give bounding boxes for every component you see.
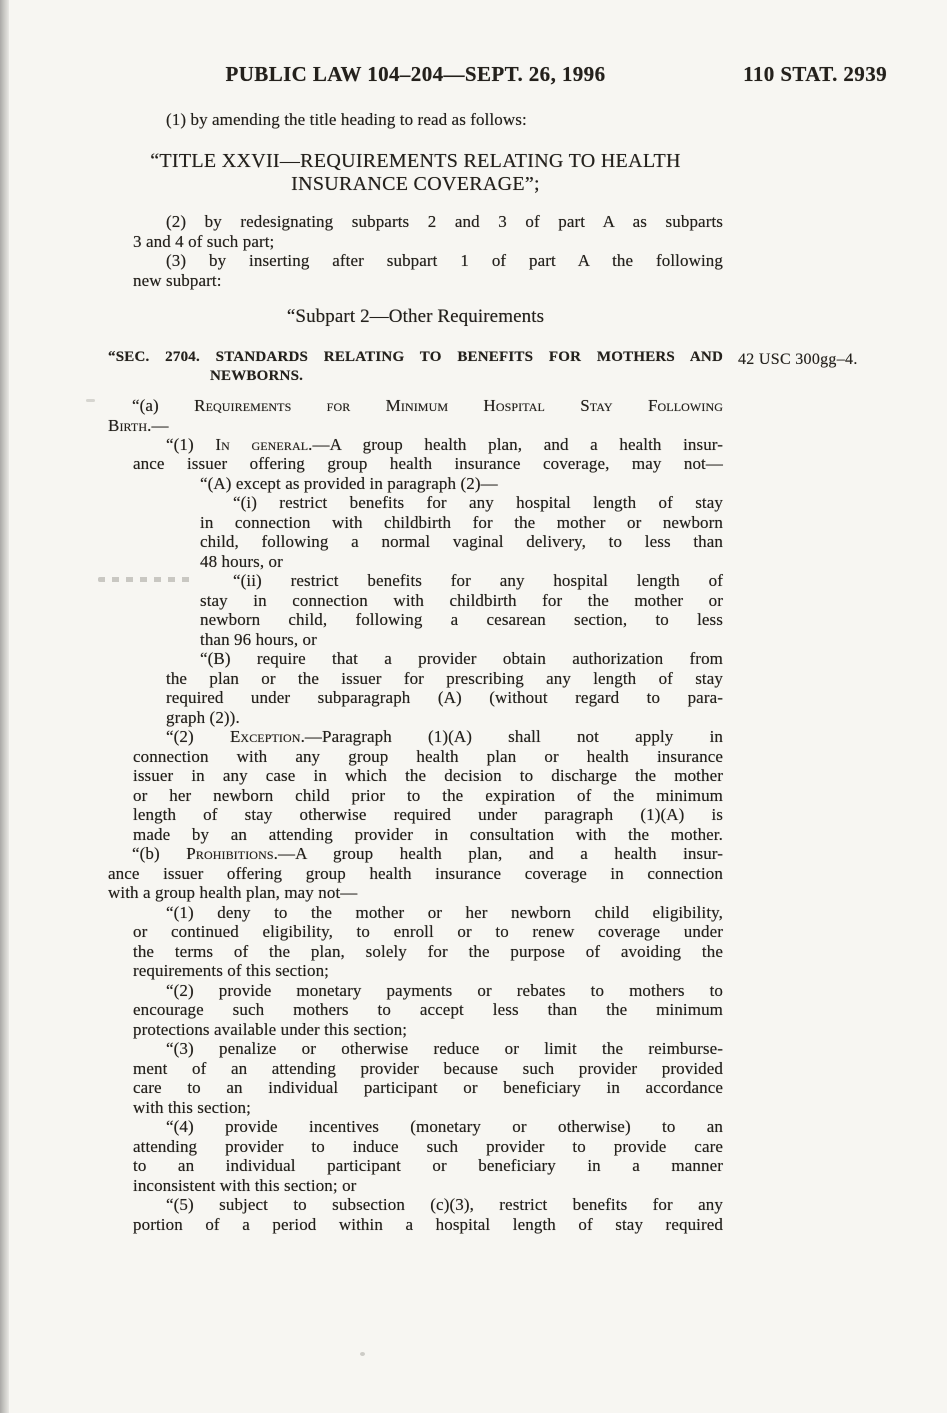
text-segment: “(a) — [132, 396, 195, 415]
text-line: child, following a normal vaginal delivery, to less than — [200, 532, 723, 551]
running-header-law-title: PUBLIC LAW 104–204—SEPT. 26, 1996 — [225, 62, 606, 86]
text-line: stay in connection with childbirth for the mother or — [200, 591, 723, 610]
prohibition-4: “(4) provide incentives (monetary or otherwise) to an — [166, 1117, 723, 1136]
text-line: required under subparagraph (A) (without regard to para- — [166, 688, 723, 707]
text-line: 3 and 4 of such part; — [133, 232, 275, 251]
amending-clause-3: (3) by inserting after subpart 1 of part A the following — [166, 251, 723, 270]
text-line: than 96 hours, or — [200, 630, 317, 649]
title-heading-line: “TITLE XXVII—REQUIREMENTS RELATING TO HEALTH — [150, 150, 681, 172]
text-line: the plan or the issuer for prescribing any length of stay — [166, 669, 723, 688]
amending-clause-1: (1) by amending the title heading to read as follows: — [166, 110, 527, 129]
usc-citation-margin-note: 42 USC 300gg–4. — [738, 351, 858, 368]
text-line: ment of an attending provider because such provider provided — [133, 1059, 723, 1078]
small-caps-term: Requirements for Minimum Hospital Stay Following — [194, 396, 723, 415]
text-line: graph (2)). — [166, 708, 240, 727]
scan-artifact — [86, 399, 95, 402]
text-line: encourage such mothers to accept less than the minimum — [133, 1000, 723, 1019]
paragraph-2-exception — [166, 727, 723, 746]
small-caps-term: Exception — [229, 727, 301, 746]
prohibition-2: “(2) provide monetary payments or rebates to mothers to — [166, 981, 723, 1000]
small-caps-term: Prohibitions — [186, 844, 274, 863]
small-caps-term: In general — [215, 435, 309, 454]
text-line: newborn child, following a cesarean section, to less — [200, 610, 723, 629]
text-line: in connection with childbirth for the mother or newborn — [200, 513, 723, 532]
text-line: requirements of this section; — [133, 961, 329, 980]
prohibition-5: “(5) subject to subsection (c)(3), restrict benefits for any — [166, 1195, 723, 1214]
text-segment: “(b) — [132, 844, 187, 863]
prohibition-3: “(3) penalize or otherwise reduce or limit the reimburse- — [166, 1039, 723, 1058]
section-heading-line: NEWBORNS. — [210, 368, 304, 384]
text-line: or continued eligibility, to enroll or to renew coverage under — [133, 922, 723, 941]
text-segment: .—A group health plan, and a health insur- — [308, 435, 723, 454]
text-line: care to an individual participant or beneficiary in accordance — [133, 1078, 723, 1097]
subsection-a-heading — [132, 396, 723, 415]
text-line: to an individual participant or beneficiary in a manner — [133, 1156, 723, 1175]
clause-ii: “(ii) restrict benefits for any hospital length of — [233, 571, 723, 590]
text-segment: “(1) — [166, 435, 216, 454]
text-line: inconsistent with this section; or — [133, 1176, 357, 1195]
small-caps-term: Birth — [108, 416, 148, 435]
section-heading-line: “SEC. 2704. STANDARDS RELATING TO BENEFITS FOR MOTHERS AND — [108, 349, 723, 365]
text-line: 48 hours, or — [200, 552, 283, 571]
text-line: length of stay otherwise required under paragraph (1)(A) is — [133, 805, 723, 824]
text-line: with this section; — [133, 1098, 251, 1117]
text-line: made by an attending provider in consultation with the mother. — [133, 825, 723, 844]
scan-artifact — [98, 577, 194, 582]
subparagraph-B: “(B) require that a provider obtain authorization from — [200, 649, 723, 668]
amending-clause-2: (2) by redesignating subparts 2 and 3 of part A as subparts — [166, 212, 723, 231]
text-line: protections available under this section; — [133, 1020, 408, 1039]
subsection-b-prohibitions — [132, 844, 723, 863]
clause-i: “(i) restrict benefits for any hospital length of stay — [233, 493, 723, 512]
text-segment: “(2) — [166, 727, 230, 746]
prohibition-1: “(1) deny to the mother or her newborn child eligibility, — [166, 903, 723, 922]
text-line: portion of a period within a hospital length of stay required — [133, 1215, 723, 1234]
text-line — [108, 416, 169, 435]
running-header-stat-number: 110 STAT. 2939 — [743, 62, 887, 86]
subparagraph-A: “(A) except as provided in paragraph (2)— — [200, 474, 498, 493]
text-line: connection with any group health plan or health insurance — [133, 747, 723, 766]
text-segment: .— — [147, 416, 169, 435]
text-line: attending provider to induce such provider to provide care — [133, 1137, 723, 1156]
paragraph-1-in-general — [166, 435, 723, 454]
text-segment: .—A group health plan, and a health insur- — [273, 844, 723, 863]
text-line: with a group health plan, may not— — [108, 883, 358, 902]
text-line: ance issuer offering group health insurance coverage, may not— — [133, 454, 723, 473]
subpart-heading: “Subpart 2—Other Requirements — [286, 306, 545, 327]
scan-artifact — [360, 1352, 365, 1356]
text-line: the terms of the plan, solely for the purpose of avoiding the — [133, 942, 723, 961]
title-heading-line: INSURANCE COVERAGE”; — [291, 173, 540, 195]
text-line: issuer in any case in which the decision to discharge the mother — [133, 766, 723, 785]
text-segment: .—Paragraph (1)(A) shall not apply in — [300, 727, 723, 746]
text-line: new subpart: — [133, 271, 222, 290]
text-line: or her newborn child prior to the expiration of the minimum — [133, 786, 723, 805]
text-line: ance issuer offering group health insurance coverage in connection — [108, 864, 723, 883]
